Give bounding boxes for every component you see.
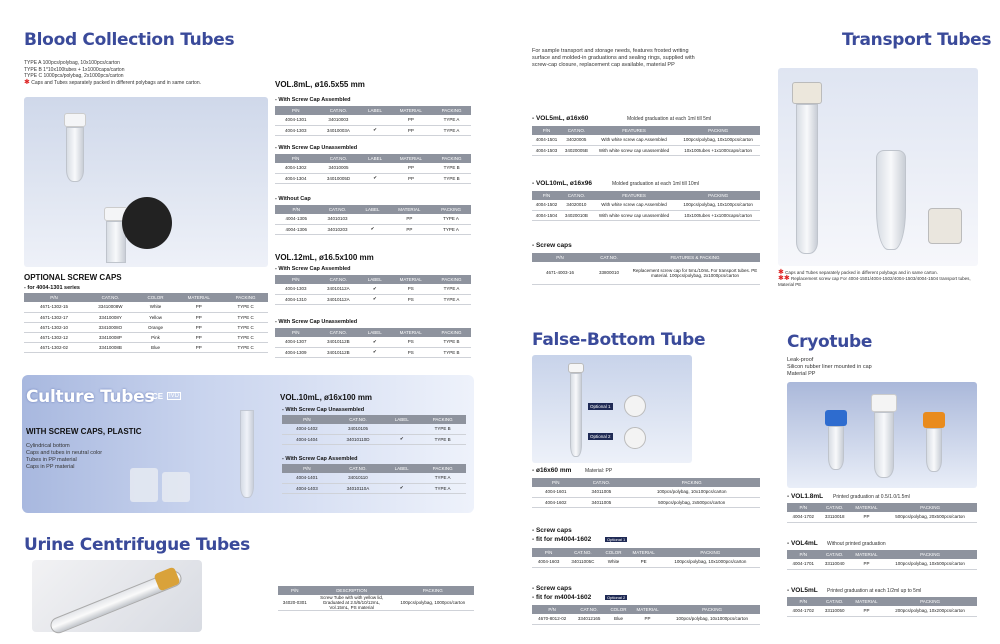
table-header: P/N CAT.NO. COLOR MATERIAL PACKING: [532, 605, 760, 614]
table-row: 4004-1502 34020010 With white screw cap Assembled 100pcs/polybag, 10x100pcs/carton: [532, 200, 760, 210]
vol10-grad: Molded graduation at each 1ml till 10ml: [612, 181, 699, 187]
table-row: 4004-1404 34010110D ✔ TYPE B: [282, 434, 466, 444]
fb-material: Material: PP: [585, 468, 613, 474]
fb-opt2-label: Optional 2: [590, 434, 611, 439]
table-row: 4004-1305 34010103 PP TYPE A: [275, 214, 471, 224]
table-header: P/N CAT.NO. LABEL PACKING: [282, 415, 466, 424]
table-row: 4671-4003-16 33800010 Replacement screw cap for 5mL/10mL For transport tubes. PE material. 100pcs/polybag, 2x1000pcs/carton: [532, 262, 760, 284]
screw-cap-closeup: [122, 197, 172, 249]
fb-sc1-fit: - fit for m4004-1602: [532, 536, 592, 543]
table-row: 4004-1401 34010110 TYPE A: [282, 473, 466, 483]
table-row: 4004-1301 34010003 PP TYPE A: [275, 115, 471, 125]
table-header: P/N CAT.NO. FEATURES PACKING: [532, 126, 760, 135]
vol5-table: [532, 126, 760, 156]
opt-caps-sub: - for 4004-1301 series: [24, 285, 80, 291]
cryo-tube-2: [874, 412, 894, 478]
cryo-tube-3: [926, 428, 942, 472]
culture-cap-2: [162, 472, 190, 502]
ivd-mark: IVD: [169, 393, 180, 399]
blood-tube-photo: [24, 97, 268, 267]
table-row: 4004-1303 34010112A ✔ PS TYPE A: [275, 284, 471, 294]
cryo-v2-note: Without printed graduation: [827, 541, 886, 547]
type-b: TYPE B 1*10x100tubes + 1x1000caps/carton: [24, 66, 125, 73]
vol5-title: - VOL5mL, ø16x60: [532, 115, 589, 122]
screwcaps-title: - Screw caps: [532, 242, 572, 249]
transport-tube-short: [876, 150, 906, 250]
table-row: 34020-0301 Screw Tube with with yellow lid, Graduated at 2.5/5/10/12mL, Vol.15mL, PS material 100pcs/polybag, 1000pcs/carton: [278, 595, 474, 611]
screwcaps-table: [532, 253, 760, 285]
culture-sub: WITH SCREW CAPS, PLASTIC: [26, 427, 142, 436]
culture-cap: [130, 468, 158, 502]
cryo-cap-orange: [923, 412, 945, 428]
fb-opt1-label: Optional 1: [590, 404, 611, 409]
fb-tube: [570, 373, 582, 457]
cryo-cap-blue: [825, 410, 847, 426]
fb-opt2-cap: [624, 427, 646, 449]
fb-sc2-table: [532, 605, 760, 625]
fb-sc2-tag: Optional 2: [607, 595, 626, 600]
fb-size: - ø16x60 mm: [532, 467, 572, 474]
fb-sc2-fit: - fit for m4004-1602: [532, 594, 592, 601]
blood-title: Blood Collection Tubes: [24, 30, 235, 50]
culture-s2: - With Screw Cap Assembled: [282, 456, 358, 462]
cryo-photo: [787, 382, 977, 488]
table-row: 4004-1310 34010112A ✔ PS TYPE A: [275, 294, 471, 304]
cryo-table-1: [787, 503, 977, 523]
table-row: 4004-1302 34010005 PP TYPE B: [275, 163, 471, 173]
cryo-v3: - VOL5mL: [787, 587, 818, 594]
culture-vol: VOL.10mL, ø16x100 mm: [280, 393, 373, 402]
vol8-s1: - With Screw Cap Assembled: [275, 97, 351, 103]
vol10-table: [532, 191, 760, 221]
table-row: 4671-1302-17 33410008Y Yellow PP TYPE C: [24, 312, 268, 322]
table-row: 4004-1403 34010110A ✔ TYPE A: [282, 483, 466, 493]
transport-tube-photo: [778, 68, 978, 266]
type-c: TYPE C 1000pcs/polybag, 2x1000pcs/carton: [24, 73, 124, 79]
vol8-s2: - With Screw Cap Unassembled: [275, 145, 358, 151]
urine-table: [278, 586, 474, 611]
blood-note: Caps and Tubes separately packed in different polybags and in same carton.: [31, 79, 202, 86]
cryo-desc: Leak-proof Silicon rubber liner mounted in cap Material PP: [787, 357, 872, 377]
table-header: P/N CAT.NO. LABEL MATERIAL PACKING: [275, 205, 471, 214]
vol10-title: - VOL10mL, ø16x96: [532, 180, 592, 187]
culture-tube: [240, 410, 254, 498]
table-header: P/N DESCRIPTION PACKING: [278, 586, 474, 595]
vol12-table-1: [275, 275, 471, 305]
cryo-tube-1: [828, 426, 844, 470]
table-row: 4004-1702 33110018 PP 500pcs/polybag, 20x500pcs/carton: [787, 512, 977, 522]
table-header: P/N CAT.NO. LABEL PACKING: [282, 464, 466, 473]
double-star-icon: ✱✱: [778, 275, 790, 282]
cryo-v1-note: Printed graduation at 0.5/1.0/1.5ml: [833, 494, 910, 500]
table-header: P/N CAT.NO. COLOR MATERIAL PACKING: [24, 293, 268, 302]
table-row: 4004-1701 33110040 PP 100pcs/polybag, 10x500pcs/carton: [787, 559, 977, 569]
transport-spare-cap: [928, 208, 962, 244]
blood-types: [24, 60, 264, 86]
table-row: 4004-1304 34010005D ✔ PP TYPE B: [275, 173, 471, 183]
ce-mark: CE: [152, 392, 164, 401]
falsebottom-title: False-Bottom Tube: [532, 330, 706, 350]
table-header: P/N CAT.NO. MATERIAL PACKING: [787, 503, 977, 512]
transport-cap: [792, 82, 822, 104]
transport-title: Transport Tubes: [842, 30, 992, 50]
fb-sc1-title: - Screw caps: [532, 527, 572, 534]
opt-caps-title: OPTIONAL SCREW CAPS: [24, 273, 122, 282]
transport-tube-long: [796, 104, 818, 254]
vol12-s2: - With Screw Cap Unassembled: [275, 319, 358, 325]
table-row: 4004-1303 34010003A ✔ PP TYPE A: [275, 125, 471, 135]
table-row: 4004-1309 34010112B ✔ PS TYPE B: [275, 347, 471, 357]
table-row: 4671-1302-15 33410008W White PP TYPE C: [24, 302, 268, 312]
table-row: 4671-1302-12 33410008P Pink PP TYPE C: [24, 332, 268, 342]
table-header: P/N CAT.NO. FEATURES & PACKING: [532, 253, 760, 262]
cryo-table-3: [787, 597, 977, 617]
cryo-table-2: [787, 550, 977, 570]
table-header: P/N CAT.NO. PACKING: [532, 478, 760, 487]
fb-sc1-table: [532, 548, 760, 568]
vol8-title: VOL.8mL, ø16.5x55 mm: [275, 80, 365, 89]
table-row: 4004-1603 34011005C White PE 100pcs/polybag, 10x1000pcs/carton: [532, 557, 760, 567]
culture-desc: Cylindrical bottom Caps and tubes in neutral color Tubes in PP material Caps in PP material: [26, 443, 103, 470]
culture-title: Culture Tubes: [26, 387, 155, 407]
cryo-title: Cryotube: [787, 332, 873, 352]
vol5-grad: Molded graduation at each 1ml till 5ml: [627, 116, 712, 122]
table-row: 4004-1306 34010203 ✔ PP TYPE A: [275, 224, 471, 234]
short-tube: [66, 127, 84, 182]
transport-notes: ✱ Caps and Tubes separately packed in different polybags and in same carton. ✱✱ Replacement screw cap For 4004-1501/4004-1502/4004-1503/4004-1504 transport tubes, Material PE: [778, 269, 971, 287]
vol8-table-1: [275, 106, 471, 136]
vol12-title: VOL.12mL, ø16.5x100 mm: [275, 253, 374, 262]
type-a: TYPE A 100pcs/polybag, 10x100pcs/carton: [24, 60, 120, 66]
urine-title: Urine Centrifugue Tubes: [24, 535, 250, 555]
culture-table-1: [282, 415, 466, 445]
vol12-table-2: [275, 328, 471, 358]
table-header: P/N CAT.NO. LABEL MATERIAL PACKING: [275, 154, 471, 163]
vol8-table-2: [275, 154, 471, 184]
table-row: 4004-1307 34010112B ✔ PS TYPE B: [275, 337, 471, 347]
table-row: 4004-1702 33110050 PP 200pcs/polybag, 10x200pcs/carton: [787, 606, 977, 616]
fb-opt1-cap: [624, 395, 646, 417]
fb-cap: [568, 363, 584, 373]
table-row: 4004-1602 34011005 500pcs/polybag, 2x500pcs/carton: [532, 497, 760, 507]
table-header: P/N CAT.NO. LABEL MATERIAL PACKING: [275, 328, 471, 337]
table-header: P/N CAT.NO. LABEL MATERIAL PACKING: [275, 275, 471, 284]
table-row: 4670-8012-02 334012165 Blue PP 100pcs/polybag, 10x1000pcs/carton: [532, 614, 760, 624]
culture-s1: - With Screw Cap Unassembled: [282, 407, 365, 413]
falsebottom-photo: [532, 355, 692, 463]
tube-cap-white: [64, 113, 86, 127]
table-row: 4004-1501 34020005 With white screw cap Assembled 100pcs/polybag, 10x100pcs/carton: [532, 135, 760, 145]
table-row: 4004-1503 34020005B With white screw cap unassembled 10x100tubes +1x1000caps/carton: [532, 145, 760, 155]
table-header: P/N CAT.NO. MATERIAL PACKING: [787, 550, 977, 559]
table-header: P/N CAT.NO. COLOR MATERIAL PACKING: [532, 548, 760, 557]
fb-sc1-tag: Optional 1: [607, 537, 626, 542]
cryo-cap-white: [871, 394, 897, 412]
star-icon: ✱: [778, 269, 784, 276]
fb-sc2-title: - Screw caps: [532, 585, 572, 592]
transport-intro: For sample transport and storage needs, features frosted writing surface and molded-in graduations and sealing rings, supplied with screw-cap closure, replacement cap available, material PP: [532, 48, 695, 68]
table-row: 4004-1504 34020010B With white screw cap unassembled 10x100tubes +1x1000caps/carton: [532, 210, 760, 220]
opt-caps-table: [24, 293, 268, 353]
table-header: P/N CAT.NO. LABEL MATERIAL PACKING: [275, 106, 471, 115]
table-header: P/N CAT.NO. MATERIAL PACKING: [787, 597, 977, 606]
cryo-v1: - VOL1.8mL: [787, 493, 824, 500]
vol12-s1: - With Screw Cap Assembled: [275, 266, 351, 272]
cryo-v3-note: Printed graduation at each 1/2ml up to 5ml: [827, 588, 922, 594]
table-row: 4671-1302-02 33410008B Blue PP TYPE C: [24, 342, 268, 352]
vol8-s3: - Without Cap: [275, 196, 311, 202]
urine-tube-photo: [32, 560, 202, 632]
table-row: 4004-1601 34011005 100pcs/polybag, 10x100pcs/carton: [532, 487, 760, 497]
culture-table-2: [282, 464, 466, 494]
table-row: 4004-1402 34010105 TYPE B: [282, 424, 466, 434]
fb-table: [532, 478, 760, 508]
vol8-table-3: [275, 205, 471, 235]
star-icon: ✱: [24, 78, 30, 86]
cryo-v2: - VOL4mL: [787, 540, 818, 547]
table-row: 4671-1302-10 33410008O Orange PP TYPE C: [24, 322, 268, 332]
table-header: P/N CAT.NO. FEATURES PACKING: [532, 191, 760, 200]
